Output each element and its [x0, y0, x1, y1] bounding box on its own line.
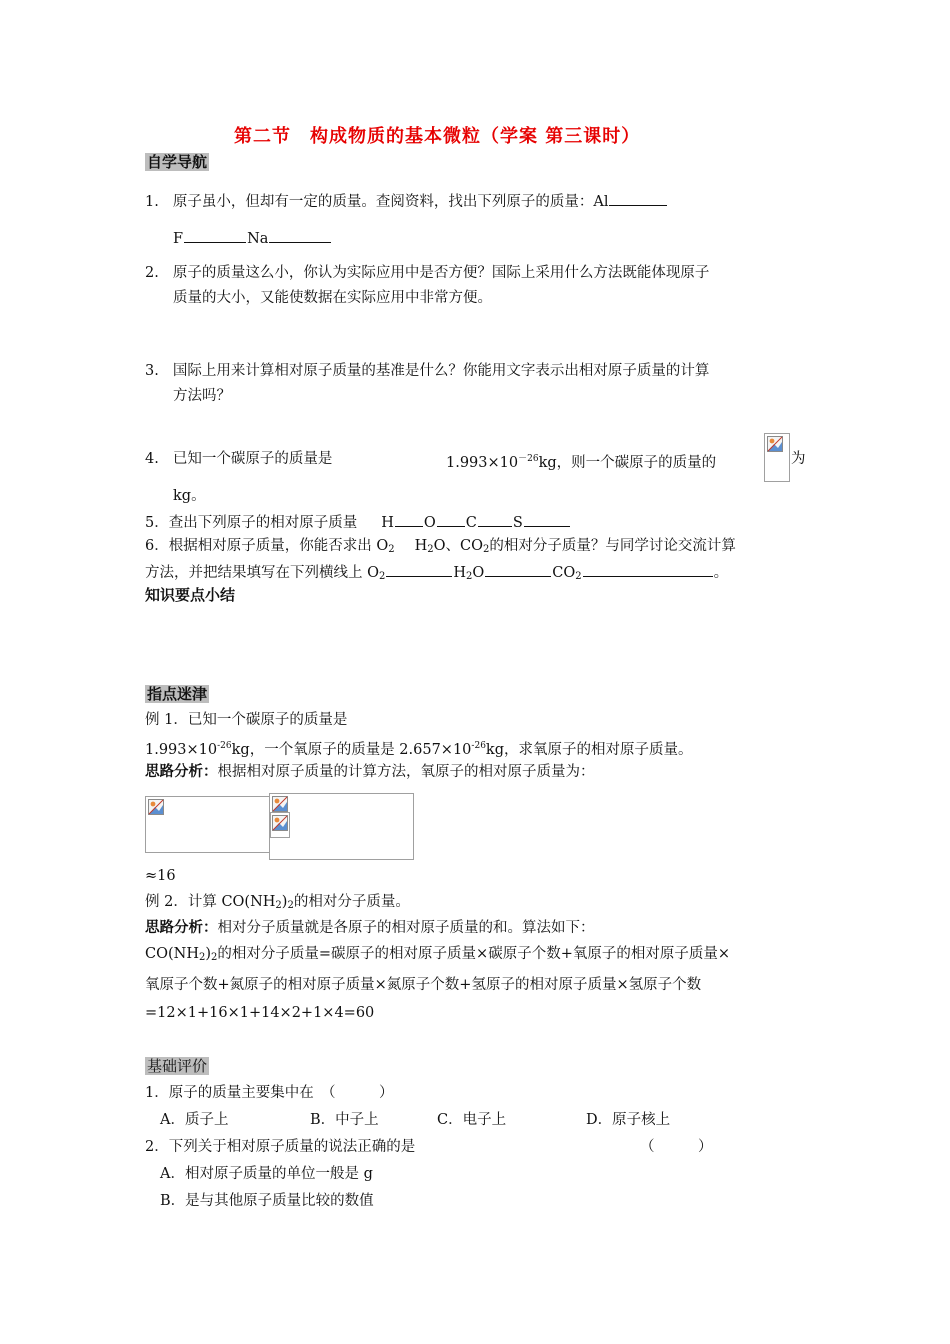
eval-question-1: 1．原子的质量主要集中在 （ ）: [145, 1085, 394, 1101]
broken-image-icon: [767, 436, 783, 452]
section-heading-guidance: 指点迷津: [147, 685, 208, 703]
question-2: 2. 原子的质量这么小，你认为实际应用中是否方便？国际上采用什么方法既能体现原子: [145, 265, 710, 281]
example-1-result: ≈16: [145, 868, 176, 884]
question-2-line-2: 质量的大小，又能使数据在实际应用中非常方便。: [173, 290, 492, 306]
broken-image-icon: [272, 796, 288, 812]
question-3: 3. 国际上用来计算相对原子质量的基准是什么？你能用文字表示出相对原子质量的计算: [145, 363, 710, 379]
example-2-line-4: 氧原子个数+氮原子的相对原子质量×氮原子个数+氢原子的相对原子质量×氢原子个数: [145, 977, 702, 993]
example-2-analysis: 思路分析：相对分子质量就是各原子的相对原子质量的和。算法如下：: [145, 919, 595, 936]
answer-blank-al[interactable]: [609, 190, 667, 206]
question-4-value: $1.993\times 10^{-26}kg$，则一个碳原子的质量的: [446, 454, 717, 471]
question-1: 1. 原子虽小，但却有一定的质量。查阅资料，找出下列原子的质量：Al: [145, 190, 668, 212]
broken-image-icon: [148, 799, 164, 815]
eval-q1-option-d[interactable]: D．原子核上: [586, 1112, 671, 1128]
example-2-line-3: $CO(NH_2)_2$的相对分子质量=碳原子的相对原子质量×碳原子个数+氧原子的相对原子质量×: [145, 946, 731, 963]
example-2: 例 2．计算 $CO(NH_2)_2$的相对分子质量。: [145, 894, 410, 911]
eval-q2-option-b[interactable]: B．是与其他原子质量比较的数值: [160, 1193, 374, 1209]
section-heading-evaluation: 基础评价: [147, 1057, 208, 1075]
answer-blank-f[interactable]: [184, 227, 246, 243]
eval-question-2-paren: （ ）: [640, 1139, 713, 1155]
eval-question-2: 2．下列关于相对原子质量的说法正确的是: [145, 1139, 416, 1155]
answer-blank-o[interactable]: [437, 511, 465, 527]
answer-blank-h2o[interactable]: [485, 561, 551, 577]
example-1-analysis: 思路分析：根据相对原子质量的计算方法，氧原子的相对原子质量为：: [145, 763, 595, 780]
question-1-line-2: F Na: [173, 227, 332, 249]
broken-image-icon: [272, 815, 288, 831]
formula-image-numerator: [145, 796, 272, 853]
fraction-image-placeholder: [764, 433, 790, 482]
formula-image-denominator: [269, 793, 414, 860]
example-1: 例 1．已知一个碳原子的质量是: [145, 712, 348, 728]
section-heading-summary: 知识要点小结: [145, 586, 236, 604]
example-2-line-5: =12×1+16×1+14×2+1×4=60: [145, 1005, 375, 1021]
answer-blank-s[interactable]: [524, 511, 570, 527]
eval-q1-option-a[interactable]: A．质子上: [160, 1112, 229, 1128]
page-title: 第二节 构成物质的基本微粒（学案 第三课时）: [234, 126, 641, 147]
question-6-line-2: 方法，并把结果填写在下列横线上 $O_2$ $H_2O$ $CO_2$ 。: [145, 561, 728, 587]
answer-blank-c[interactable]: [478, 511, 512, 527]
question-6: 6．根据相对原子质量，你能否求出 $O_2$ $H_2O$、$CO_2$的相对分子质量？与同学讨论交流计算: [145, 538, 736, 555]
question-3-line-2: 方法吗？: [173, 388, 231, 404]
eval-q1-option-b[interactable]: B．中子上: [310, 1112, 379, 1128]
section-heading-self-study: 自学导航: [147, 153, 208, 171]
answer-blank-na[interactable]: [269, 227, 331, 243]
example-1-line-2: $1.993\times 10^{-26}kg$，一个氧原子的质量是 $2.657\times 10^{-26}kg$，求氧原子的相对原子质量。: [145, 741, 693, 758]
question-4-wei: 为: [791, 451, 806, 467]
eval-q1-option-c[interactable]: C．电子上: [437, 1112, 507, 1128]
question-4-line-2: kg。: [173, 488, 206, 504]
answer-blank-o2[interactable]: [386, 561, 452, 577]
answer-blank-h[interactable]: [395, 511, 423, 527]
question-4: 4. 已知一个碳原子的质量是: [145, 451, 333, 467]
formula-image-small: [270, 812, 290, 838]
question-5: 5．查出下列原子的相对原子质量 H O C S: [145, 511, 571, 533]
eval-q2-option-a[interactable]: A．相对原子质量的单位一般是 g: [160, 1166, 373, 1182]
answer-blank-co2[interactable]: [583, 561, 713, 577]
